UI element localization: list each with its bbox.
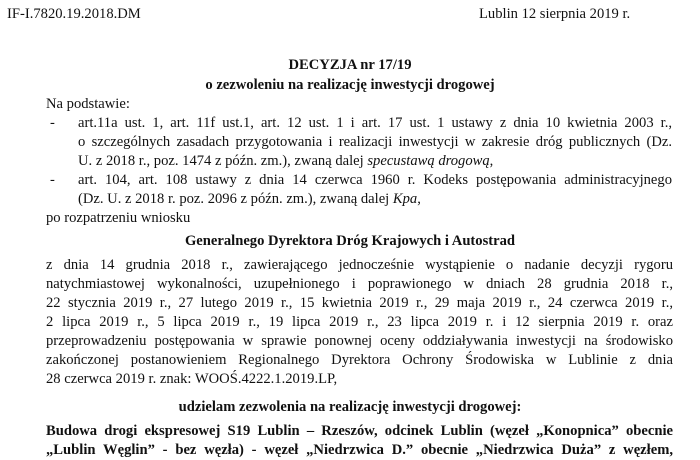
decision-title: DECYZJA nr 17/19: [288, 57, 412, 73]
request-line: natychmiastowej wykonalności, uzupełnionego i poprawionego w dniach 28 grudnia 2018 r.,: [46, 276, 673, 292]
bullet-dash: -: [50, 172, 55, 188]
applicant-name: Generalnego Dyrektora Dróg Krajowych i Autostrad: [184, 233, 516, 249]
basis-item-2-comma: ,: [417, 191, 421, 207]
request-line: zakończonej postanowieniem Regionalnego Dyrektora Ochrony Środowiska w Lublinie z dnia: [46, 352, 673, 368]
basis-item-2-line-1: art. 104, art. 108 ustawy z dnia 14 czerwca 1960 r. Kodeks postępowania administracyjnego: [78, 172, 672, 188]
decision-subject: o zezwoleniu na realizację inwestycji drogowej: [205, 77, 495, 93]
request-line: 22 stycznia 2019 r., 27 lutego 2019 r., 15 kwietnia 2019 r., 29 maja 2019 r., 24 czerwca 2019 r.,: [46, 295, 673, 311]
place-date: Lublin 12 sierpnia 2019 r.: [479, 6, 631, 22]
basis-item-2-text: (Dz. U. z 2018 r. poz. 2096 z późn. zm.), zwaną dalej: [78, 191, 390, 207]
basis-intro: Na podstawie:: [46, 96, 130, 112]
grant-statement: udzielam zezwolenia na realizację inwestycji drogowej:: [178, 399, 522, 415]
basis-item-1-line-1: art.11a ust. 1, art. 11f ust.1, art. 12 ust. 1 i art. 17 ust. 1 ustawy z dnia 10 kwietnia 2003 r.,: [78, 115, 672, 131]
after-review: po rozpatrzeniu wniosku: [46, 210, 191, 226]
basis-item-1-line-3: [78, 152, 493, 171]
basis-item-1-line-2: o szczególnych zasadach przygotowania i realizacji inwestycji w zakresie dróg publicznych (Dz.: [78, 134, 672, 150]
basis-item-1-comma: ,: [489, 153, 494, 169]
basis-item-1-text: U. z 2018 r., poz. 1474 z późn. zm.), zwaną dalej: [78, 153, 364, 169]
specustawa-term: specustawą drogową: [367, 153, 490, 169]
request-line: z dnia 14 grudnia 2018 r., zawierającego jednocześnie wystąpienie o nadanie decyzji rygoru: [46, 257, 673, 273]
request-line: przeprowadzeniu postępowania w sprawie ponownej oceny oddziaływania inwestycji na środowisko: [46, 333, 673, 349]
request-line: 28 czerwca 2019 r. znak: WOOŚ.4222.1.2019.LP,: [46, 371, 338, 387]
bullet-dash: -: [50, 115, 55, 131]
kpa-term: Kpa: [392, 191, 418, 207]
project-line: Budowa drogi ekspresowej S19 Lublin – Rzeszów, odcinek Lublin (węzeł „Konopnica” obecnie: [46, 423, 673, 439]
case-reference: IF-I.7820.19.2018.DM: [7, 6, 141, 22]
project-line: „Lublin Węglin” - bez węzła) - węzeł „Niedrzwica D.” obecnie „Niedrzwica Duża” z węzłem,: [46, 442, 673, 458]
basis-item-2-line-2: [78, 190, 421, 209]
request-line: 2 lipca 2019 r., 5 lipca 2019 r., 19 lipca 2019 r., 23 lipca 2019 r. i 12 sierpnia 2019 r. oraz: [46, 314, 673, 330]
